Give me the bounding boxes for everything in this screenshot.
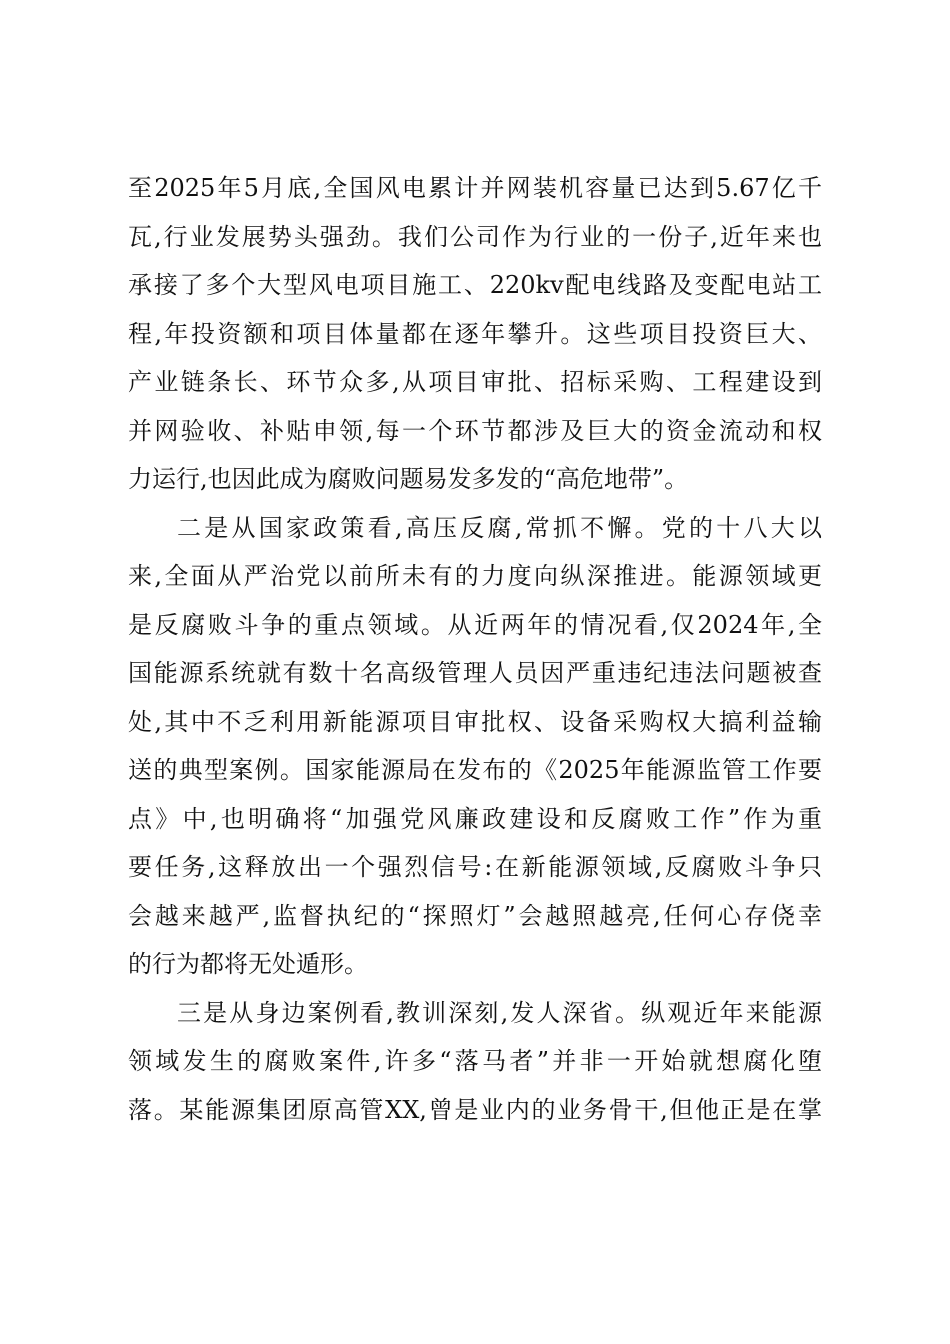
text-line: 的行为都将无处遁形。 bbox=[128, 950, 368, 978]
paragraph-1 bbox=[128, 164, 822, 504]
document-page bbox=[128, 164, 822, 1134]
text-line: 来,全面从严治党以前所未有的力度向纵深推进。能源领域更 bbox=[128, 562, 822, 590]
text-line: 领域发生的腐败案件,许多“落马者”并非一开始就想腐化堕 bbox=[128, 1047, 822, 1075]
text-line: 三是从身边案例看,教训深刻,发人深省。纵观近年来能源 bbox=[177, 998, 822, 1027]
text-line: 并网验收、补贴申领,每一个环节都涉及巨大的资金流动和权 bbox=[128, 416, 822, 445]
text-line: 国能源系统就有数十名高级管理人员因严重违纪违法问题被查 bbox=[128, 659, 822, 687]
text-line: 至2025年5月底,全国风电累计并网装机容量已达到5.67亿千 bbox=[128, 174, 822, 202]
text-line: 落。某能源集团原高管XX,曾是业内的业务骨干,但他正是在掌 bbox=[128, 1095, 822, 1124]
text-line: 瓦,行业发展势头强劲。我们公司作为行业的一份子,近年来也 bbox=[128, 222, 822, 251]
text-line: 二是从国家政策看,高压反腐,常抓不懈。党的十八大以 bbox=[177, 513, 822, 542]
text-line: 送的典型案例。国家能源局在发布的《2025年能源监管工作要 bbox=[128, 756, 822, 784]
text-line: 处,其中不乏利用新能源项目审批权、设备采购权大搞利益输 bbox=[128, 707, 822, 736]
text-line: 要任务,这释放出一个强烈信号:在新能源领域,反腐败斗争只 bbox=[128, 853, 822, 881]
text-line: 是反腐败斗争的重点领域。从近两年的情况看,仅2024年,全 bbox=[128, 610, 822, 639]
text-line: 力运行,也因此成为腐败问题易发多发的“高危地带”。 bbox=[128, 465, 689, 493]
paragraph-3 bbox=[128, 989, 822, 1135]
paragraph-2 bbox=[128, 504, 822, 989]
text-line: 程,年投资额和项目体量都在逐年攀升。这些项目投资巨大、 bbox=[128, 319, 822, 348]
text-line: 承接了多个大型风电项目施工、220kv配电线路及变配电站工 bbox=[128, 271, 822, 299]
text-line: 会越来越严,监督执纪的“探照灯”会越照越亮,任何心存侥幸 bbox=[128, 901, 822, 930]
text-line: 点》中,也明确将“加强党风廉政建设和反腐败工作”作为重 bbox=[128, 804, 822, 833]
text-line: 产业链条长、环节众多,从项目审批、招标采购、工程建设到 bbox=[128, 368, 822, 396]
